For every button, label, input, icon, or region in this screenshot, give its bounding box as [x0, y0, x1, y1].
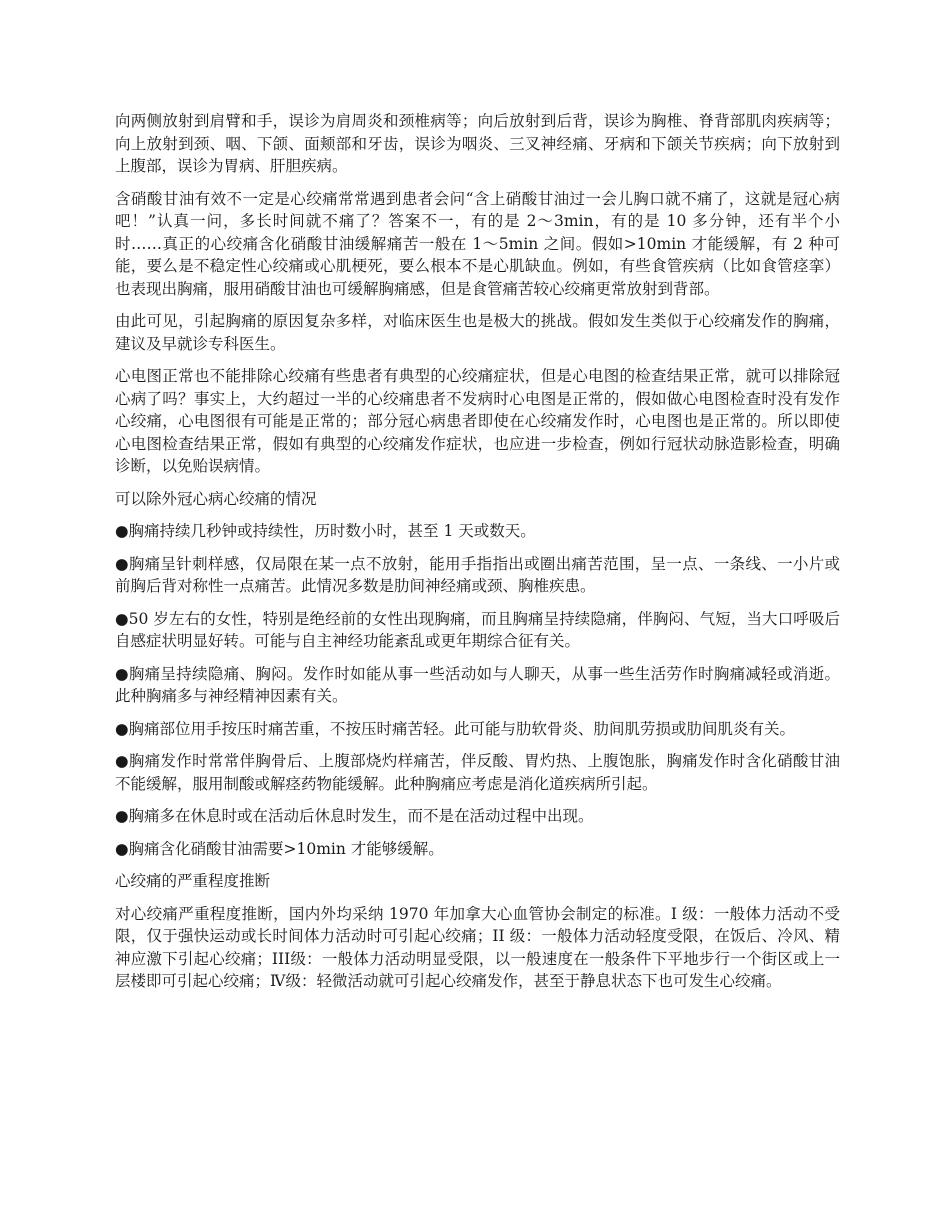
- list-item: ●胸痛发作时常常伴胸骨后、上腹部烧灼样痛苦，伴反酸、胃灼热、上腹饱胀，胸痛发作时含化硝酸甘油不能缓解，服用制酸或解痉药物能缓解。此种胸痛应考虑是消化道疾病所引起。: [115, 752, 840, 793]
- list-item: ●胸痛持续几秒钟或持续性，历时数小时，甚至 1 天或数天。: [115, 522, 536, 540]
- list-item: ●胸痛多在休息时或在活动后休息时发生，而不是在活动过程中出现。: [115, 807, 594, 825]
- paragraph-ecg: 心电图正常也不能排除心绞痛有些患者有典型的心绞痛症状，但是心电图的检查结果正常，就可以排除冠心病了吗？事实上，大约超过一半的心绞痛患者不发病时心电图是正常的，假如做心电图检查时没有发作心绞痛，心电图很有可能是正常的；部分冠心病患者即使在心绞痛发作时，心电图也是正常的。所以即使心电图检查结果正常，假如有典型的心绞痛发作症状，也应进一步检查，例如行冠状动脉造影检查，明确诊断，以免贻误病情。: [115, 367, 840, 475]
- list-item: ●胸痛部位用手按压时痛苦重，不按压时痛苦轻。此可能与肋软骨炎、肋间肌劳损或肋间肌炎有关。: [115, 719, 796, 738]
- paragraph-radiation-misdiagnosis: 向两侧放射到肩臂和手，误诊为肩周炎和颈椎病等；向后放射到后背，误诊为胸椎、脊背部肌肉疾病等；向上放射到颈、咽、下颌、面颊部和牙齿，误诊为咽炎、三叉神经痛、牙病和下颌关节疾病；向下放射到上腹部，误诊为胃病、肝胆疾病。: [115, 112, 840, 175]
- paragraph-nitroglycerin: 含硝酸甘油有效不一定是心绞痛常常遇到患者会问“含上硝酸甘油过一会儿胸口就不痛了，这就是冠心病吧！”认真一问，多长时间就不痛了？答案不一，有的是 2～3min，有的是 10 多分钟，还有半个小时……真正的心绞痛含化硝酸甘油缓解痛苦一般在 1～5min 之间。假如>10min 才能缓解，有 2 种可能，要么是不稳定性心绞痛或心肌梗死，要么根本不是心肌缺血。例如，有些食管疾病（比如食管痉挛）也表现出胸痛，服用硝酸甘油也可缓解胸痛感，但是食管痛苦较心绞痛更常放射到背部。: [115, 189, 840, 298]
- paragraph-conclusion: 由此可见，引起胸痛的原因复杂多样，对临床医生也是极大的挑战。假如发生类似于心绞痛发作的胸痛，建议及早就诊专科医生。: [115, 312, 840, 353]
- section-heading-exclusion: 可以除外冠心病心绞痛的情况: [115, 489, 317, 508]
- list-item: ●胸痛呈针刺样感，仅局限在某一点不放射，能用手指指出或圈出痛苦范围，呈一点、一条线、一小片或前胸后背对称性一点痛苦。此情况多数是肋间神经痛或颈、胸椎疾患。: [115, 554, 840, 595]
- paragraph-severity-grading: 对心绞痛严重程度推断，国内外均采纳 1970 年加拿大心血管协会制定的标准。I 级：一般体力活动不受限，仅于强快运动或长时间体力活动时可引起心绞痛；II 级：一般体力活动轻度受限，在饭后、冷风、精神应激下引起心绞痛；III级：一般体力活动明显受限，以一般速度在一般条件下平地步行一个街区或上一层楼即可引起心绞痛；Ⅳ级：轻微活动就可引起心绞痛发作，甚至于静息状态下也可发生心绞痛。: [115, 904, 840, 990]
- section-heading-severity: 心绞痛的严重程度推断: [115, 872, 271, 890]
- list-item: ●胸痛呈持续隐痛、胸闷。发作时如能从事一些活动如与人聊天，从事一些生活劳作时胸痛减轻或消逝。此种胸痛多与神经精神因素有关。: [115, 664, 840, 705]
- list-item: ●胸痛含化硝酸甘油需要>10min 才能够缓解。: [115, 839, 444, 858]
- list-item: ●50 岁左右的女性，特别是绝经前的女性出现胸痛，而且胸痛呈持续隐痛，伴胸闷、气短，当大口呼吸后自感症状明显好转。可能与自主神经功能紊乱或更年期综合征有关。: [115, 609, 840, 650]
- document-page: [115, 110, 840, 1003]
